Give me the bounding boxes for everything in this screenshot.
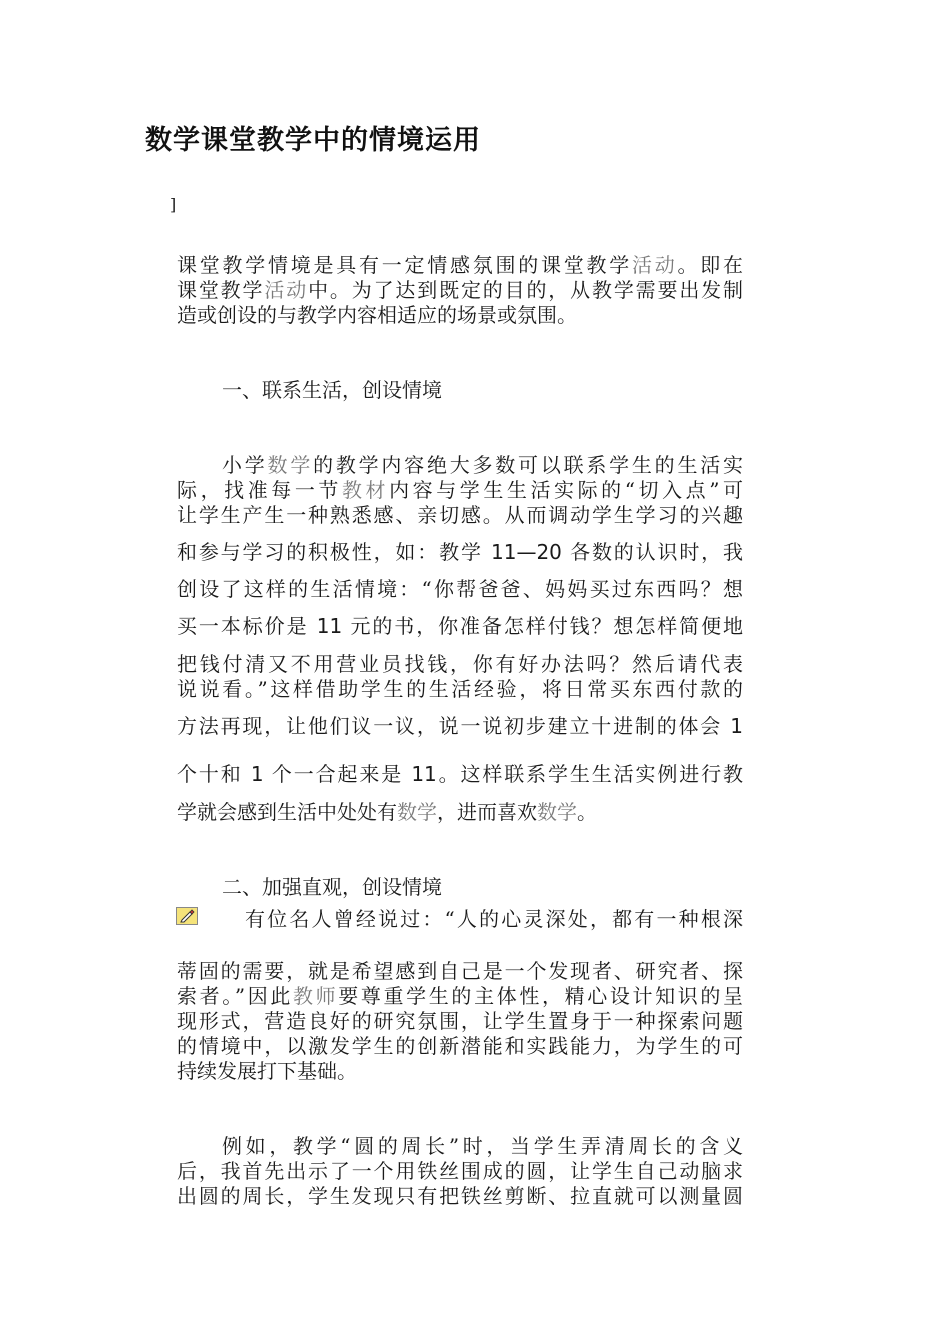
link-math[interactable]: 数学 <box>397 800 437 824</box>
s1-line-7: 把钱付清又不用营业员找钱，你有好办法吗？然后请代表 <box>177 652 743 676</box>
s1-line-6: 买一本标价是 11 元的书，你准备怎样付钱？想怎样简便地 <box>177 614 743 638</box>
intro-line-2: 课堂教学活动中。为了达到既定的目的，从教学需要出发制 <box>177 278 744 302</box>
s2-line-1: 有位名人曾经说过：“人的心灵深处，都有一种根深 <box>245 907 743 931</box>
s2-line-2: 蒂固的需要，就是希望感到自己是一个发现者、研究者、探 <box>177 959 743 983</box>
s2-p2-line-3: 出圆的周长，学生发现只有把铁丝剪断、拉直就可以测量圆 <box>177 1184 743 1208</box>
link-textbook[interactable]: 教材 <box>341 478 390 502</box>
link-activity[interactable]: 活动 <box>264 278 309 302</box>
page-title: 数学课堂教学中的情境运用 <box>145 125 481 156</box>
s2-line-6: 持续发展打下基础。 <box>177 1059 357 1083</box>
s2-p2-line-2: 后，我首先出示了一个用铁丝围成的圆，让学生自己动脑求 <box>177 1159 743 1183</box>
s1-line-1: 小学数学的教学内容绝大多数可以联系学生的生活实 <box>222 453 744 477</box>
s1-line-4: 和参与学习的积极性，如：教学 11—20 各数的认识时，我 <box>177 540 744 564</box>
link-teacher[interactable]: 教师 <box>293 984 339 1008</box>
s2-line-4: 现形式，营造良好的研究氛围，让学生置身于一种探索问题 <box>177 1009 743 1033</box>
bracket-mark: ] <box>170 195 177 214</box>
s1-line-2: 际，找准每一节教材内容与学生生活实际的“切入点”可 <box>177 478 744 502</box>
s2-p2-line-1: 例如，教学“圆的周长”时，当学生弄清周长的含义 <box>222 1134 743 1158</box>
s2-line-3: 索者。”因此教师要尊重学生的主体性，精心设计知识的呈 <box>177 984 744 1008</box>
intro-line-1: 课堂教学情境是具有一定情感氛围的课堂教学活动。即在 <box>177 253 743 277</box>
note-pencil-icon[interactable] <box>176 907 198 925</box>
section-heading-1: 一、联系生活，创设情境 <box>222 378 442 402</box>
section-heading-2: 二、加强直观，创设情境 <box>222 875 442 899</box>
s1-line-10: 个十和 1 个一合起来是 11。这样联系学生生活实例进行教 <box>177 762 744 786</box>
s1-line-3: 让学生产生一种熟悉感、亲切感。从而调动学生学习的兴趣 <box>177 503 743 527</box>
intro-line-3: 造或创设的与教学内容相适应的场景或氛围。 <box>177 303 577 327</box>
link-activity[interactable]: 活动 <box>632 253 678 277</box>
s1-line-11: 学就会感到生活中处处有数学，进而喜欢数学。 <box>177 800 597 824</box>
s1-line-8: 说说看。”这样借助学生的生活经验，将日常买东西付款的 <box>177 677 743 701</box>
link-math[interactable]: 数学 <box>537 800 577 824</box>
s2-line-5: 的情境中，以激发学生的创新潜能和实践能力，为学生的可 <box>177 1034 743 1058</box>
s1-line-9: 方法再现，让他们议一议，说一说初步建立十进制的体会 1 <box>177 714 743 738</box>
link-math[interactable]: 数学 <box>267 453 314 477</box>
s1-line-5: 创设了这样的生活情境：“你帮爸爸、妈妈买过东西吗？想 <box>177 577 743 601</box>
